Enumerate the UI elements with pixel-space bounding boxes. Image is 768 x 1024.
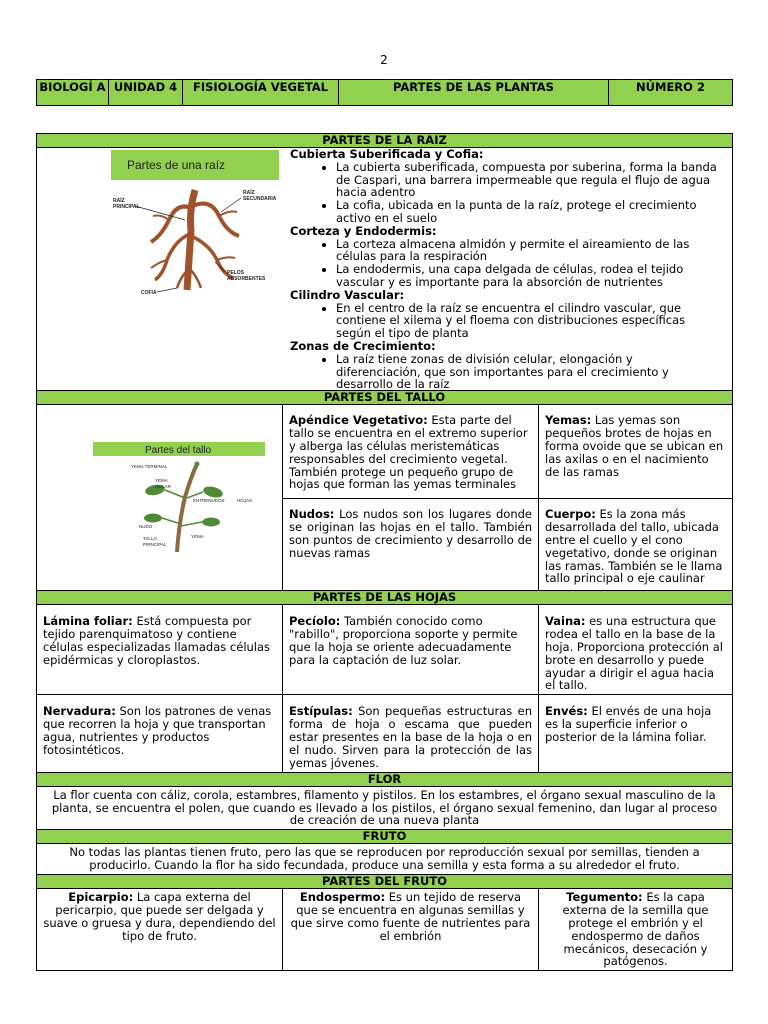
flower-text: La flor cuenta con cáliz, corola, estambres, filamento y pistilos. En los estambres, el órgano sexual masculino de la planta, se encuentra el polen, que cuando es llevado a los pistilos, el órgano sexual femenino, dan lugar al proceso de creación de una nueva planta [37, 786, 733, 830]
stem-cuerpo-text: Es la zona más desarrollada del tallo, ubicada entre el cuello y el cono vegetativo, donde se originan las ramas. También se le llama tallo principal o eje caulinar [545, 507, 723, 586]
stem-cuerpo-term: Cuerpo: [545, 507, 596, 521]
root-bullet: • La cofia, ubicada en la punta de la raíz, protege el crecimiento activo en el suelo [336, 199, 720, 225]
svg-text:PRINCIPAL: PRINCIPAL [113, 204, 140, 210]
leaf-enves-cell [539, 695, 733, 772]
fruit-text: No todas las plantas tienen fruto, pero las que se reproducen por reproducción sexual por semillas, tienden a producirlo. Cuando la flor ha sido fecundada, produce una semilla y esta forma a su alrededor el fruto. [37, 844, 733, 875]
stem-image-title: Partes del tallo [145, 444, 212, 456]
fruit-tegumento-term: Tegumento: [566, 890, 643, 904]
page-number: 2 [380, 53, 388, 67]
root-section-title: PARTES DE LA RAIZ [37, 134, 733, 148]
root-bullet: • La raíz tiene zonas de división celular, elongación y diferenciación, que son importantes para el crecimiento y desarrollo de la raíz [336, 353, 720, 391]
fruit-epicarpio-term: Epicarpio: [68, 890, 134, 904]
stem-nudos-text: Los nudos son los lugares donde se originan las hojas en el tallo. También son puntos de crecimiento y desarrollo de nuevas ramas [289, 507, 532, 560]
stem-yemas-term: Yemas: [545, 413, 592, 427]
root-image [111, 150, 279, 310]
leaf-peciolo-text: También conocido como "rabillo", proporciona soporte y permite que la hoja se oriente adecuadamente para la captación de luz solar. [289, 614, 518, 667]
leaf-vaina-cell [539, 605, 733, 695]
root-bullet: • La cubierta suberificada, compuesta por suberina, forma la banda de Caspari, una barrera impermeable que regula el flujo de agua hacia adentro [336, 161, 720, 199]
svg-text:COFIA: COFIA [141, 290, 157, 296]
svg-text:RAÍZ: RAÍZ [243, 190, 255, 196]
leaf-estipulas-term: Estípulas: [289, 704, 353, 719]
stem-apendice-text: Esta parte del tallo se encuentra en el extremo superior y alberga las células meristemáticas responsables del crecimiento vegetal. También protege un pequeño grupo de hojas que forman las yemas terminales [289, 413, 528, 492]
leaf-lamina-term: Lámina foliar: [43, 614, 133, 628]
svg-text:YEMA: YEMA [155, 477, 168, 483]
svg-text:TALLO: TALLO [143, 535, 157, 541]
stem-apendice-term: Apéndice Vegetativo: [289, 413, 428, 427]
header-topic: FISIOLOGÍA VEGETAL [183, 80, 339, 106]
svg-text:PELOS: PELOS [227, 270, 244, 276]
stem-section-title: PARTES DEL TALLO [37, 391, 733, 405]
leaf-nervadura-term: Nervadura: [43, 704, 116, 719]
stem-yemas-cell [539, 405, 733, 499]
root-heading-2: Corteza y Endodermis: [290, 223, 437, 238]
leaf-vaina-text: es una estructura que rodea el tallo en la base de la hoja. Proporciona protección al brote en desarrollo y puede ayudar a dirigir el agua hacia el tallo. [545, 614, 723, 693]
svg-text:YEMA: YEMA [191, 533, 204, 539]
stem-nudos-cell [283, 499, 539, 591]
fruit-section-title: FRUTO [37, 830, 733, 844]
svg-text:ENTRENUDOS: ENTRENUDOS [193, 497, 225, 503]
stem-yemas-text: Las yemas son pequeños brotes de hojas en forma ovoide que se ubican en las axilas o en el nacimiento de las ramas [545, 413, 724, 479]
header-unit: UNIDAD 4 [109, 80, 183, 106]
svg-text:NUDO: NUDO [139, 523, 153, 529]
header-title: PARTES DE LAS PLANTAS [339, 80, 609, 106]
svg-text:PRINCIPAL: PRINCIPAL [143, 541, 167, 547]
fruit-tegumento-cell [539, 889, 733, 971]
leaf-estipulas-text: Son pequeñas estructuras en forma de hoja o escama que pueden estar presentes en la base de la hoja o en el nudo. Sirven para la protección de las yemas jóvenes. [289, 704, 532, 770]
fruit-tegumento-text: Es la capa externa de la semilla que protege el embrión y el endospermo de daños mecánicos, desecación y patógenos. [562, 890, 709, 969]
leaf-enves-term: Envés: [545, 704, 588, 719]
svg-text:HOJAS: HOJAS [237, 497, 253, 503]
fruit-endospermo-text: Es un tejido de reserva que se encuentra en algunas semillas y que sirve como fuente de nutrientes para el embrión [290, 890, 531, 943]
fruit-endospermo-term: Endospermo: [299, 890, 386, 904]
leaf-enves-text: El envés de una hoja es la superficie inferior o posterior de la lámina foliar. [545, 704, 712, 744]
stem-image-cell [37, 405, 283, 591]
root-heading-4: Zonas de Crecimiento: [290, 338, 436, 353]
svg-text:AXILAR: AXILAR [155, 483, 172, 489]
leaf-vaina-term: Vaina: [545, 614, 586, 628]
root-row [37, 148, 733, 391]
leaf-peciolo-cell [283, 605, 539, 695]
fruit-epicarpio-cell [37, 889, 283, 971]
header-table [36, 79, 733, 106]
fruit-endospermo-cell [283, 889, 539, 971]
leaf-lamina-cell [37, 605, 283, 695]
stem-cuerpo-cell [539, 499, 733, 591]
leaf-lamina-text: Está compuesta por tejido parenquimatoso y contiene células especializadas llamadas células epidérmicas y cloroplastos. [43, 614, 271, 667]
leaf-peciolo-term: Pecíolo: [289, 614, 341, 628]
svg-text:ABSORBENTES: ABSORBENTES [227, 276, 266, 282]
root-bullet: • La endodermis, una capa delgada de células, rodea el tejido vascular y es importante para la absorción de nutrientes [336, 263, 720, 289]
root-text [290, 148, 720, 391]
root-heading-1: Cubierta Suberificada y Cofia: [290, 147, 484, 161]
header-number: NÚMERO 2 [609, 80, 733, 106]
leaf-nervadura-text: Son los patrones de venas que recorren la hoja y que transportan agua, nutrientes y productos fotosintéticos. [43, 704, 272, 757]
root-bullet: • La corteza almacena almidón y permite el aireamiento de las células para la respiración [336, 238, 720, 264]
flower-section-title: FLOR [37, 772, 733, 786]
content-table [36, 133, 733, 971]
leaves-section-title: PARTES DE LAS HOJAS [37, 591, 733, 605]
stem-image [93, 442, 265, 554]
root-image-title: Partes de una raíz [127, 158, 226, 172]
fruit-parts-section-title: PARTES DEL FRUTO [37, 875, 733, 889]
fruit-epicarpio-text: La capa externa del pericarpio, que puede ser delgada y suave o gruesa y dura, dependiendo del tipo de fruto. [43, 890, 276, 943]
header-subject: BIOLOGÍ A [37, 80, 109, 106]
svg-text:YEMA TERMINAL: YEMA TERMINAL [131, 463, 168, 469]
root-heading-3: Cilindro Vascular: [290, 287, 405, 302]
leaf-estipulas-cell [283, 695, 539, 772]
root-bullet: • En el centro de la raíz se encuentra el cilindro vascular, que contiene el xilema y el floema con distribuciones específicas según el tipo de planta [336, 302, 720, 340]
leaf-nervadura-cell [37, 695, 283, 772]
stem-apendice-cell [283, 405, 539, 499]
stem-nudos-term: Nudos: [289, 507, 335, 521]
svg-text:SECUNDARIA: SECUNDARIA [243, 196, 277, 202]
svg-text:RAÍZ: RAÍZ [113, 198, 125, 204]
